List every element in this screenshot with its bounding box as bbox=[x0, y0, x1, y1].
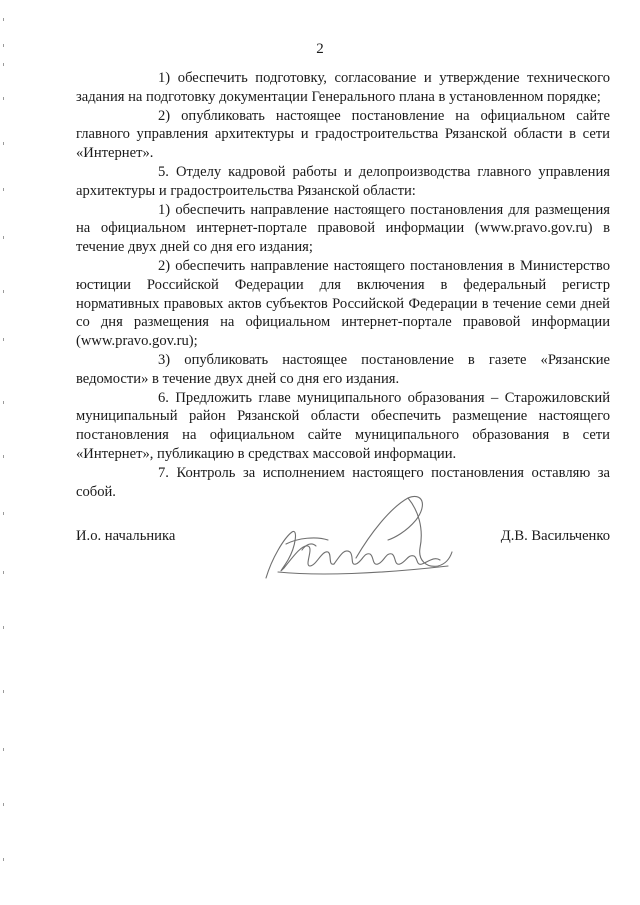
paragraph-number: 7. bbox=[158, 464, 169, 481]
paragraph-number: 2) bbox=[158, 257, 171, 274]
paragraph-text: Контроль за исполнением настоящего постановления оставляю за собой. bbox=[76, 464, 610, 500]
signatory-name: Д.В. Васильченко bbox=[500, 528, 610, 544]
paragraph-item bbox=[76, 107, 610, 163]
page-number: 2 bbox=[316, 41, 324, 57]
paragraph-number: 1) bbox=[158, 70, 171, 86]
paragraph-text: Предложить главе муниципального образования – Старожиловский муниципальный район Рязанской области обеспечить размещение настоящего постановления на официальном сайте муниципального образования в сети «Интернет», публикацию в средствах массовой информации. bbox=[76, 389, 610, 462]
signature-block bbox=[76, 528, 610, 552]
scan-edge-marks bbox=[3, 0, 7, 905]
paragraph-item bbox=[76, 257, 610, 351]
signatory-title: И.о. начальника bbox=[76, 528, 176, 544]
paragraph-item bbox=[76, 351, 610, 389]
document-body bbox=[76, 69, 610, 501]
paragraph-item bbox=[76, 389, 610, 464]
paragraph-number: 1) bbox=[158, 201, 171, 218]
paragraph-number: 5. bbox=[158, 163, 169, 180]
paragraph-item bbox=[76, 163, 610, 201]
paragraph-text: опубликовать настоящее постановление на официальном сайте главного управления архитектуры и градостроительства Рязанской области в сети «Интернет». bbox=[76, 107, 610, 162]
paragraph-number: 2) bbox=[158, 107, 171, 124]
paragraph-text: обеспечить направление настоящего постановления в Министерство юстиции Российской Федерации для включения в федеральный регистр нормативных правовых актов субъектов Российской Федерации в течение семи дней со дня размещения на официальном интернет-портале правовой информации (www.pravo.gov.ru); bbox=[76, 257, 610, 350]
paragraph-item bbox=[76, 201, 610, 257]
paragraph-number: 3) bbox=[158, 351, 171, 368]
paragraph-text: Отделу кадровой работы и делопроизводства главного управления архитектуры и градостроительства Рязанской области: bbox=[76, 163, 610, 199]
paragraph-text: обеспечить подготовку, согласование и утверждение технического задания на подготовку документации Генерального плана в установленном порядке; bbox=[76, 70, 610, 105]
paragraph-number: 6. bbox=[158, 389, 169, 406]
paragraph-item bbox=[76, 69, 610, 107]
paragraph-text: обеспечить направление настоящего постановления для размещения на официальном интернет-портале правовой информации (www.pravo.gov.ru) в течение двух дней со дня его издания; bbox=[76, 201, 610, 256]
paragraph-text: опубликовать настоящее постановление в газете «Рязанские ведомости» в течение двух дней со дня его издания. bbox=[76, 351, 610, 387]
